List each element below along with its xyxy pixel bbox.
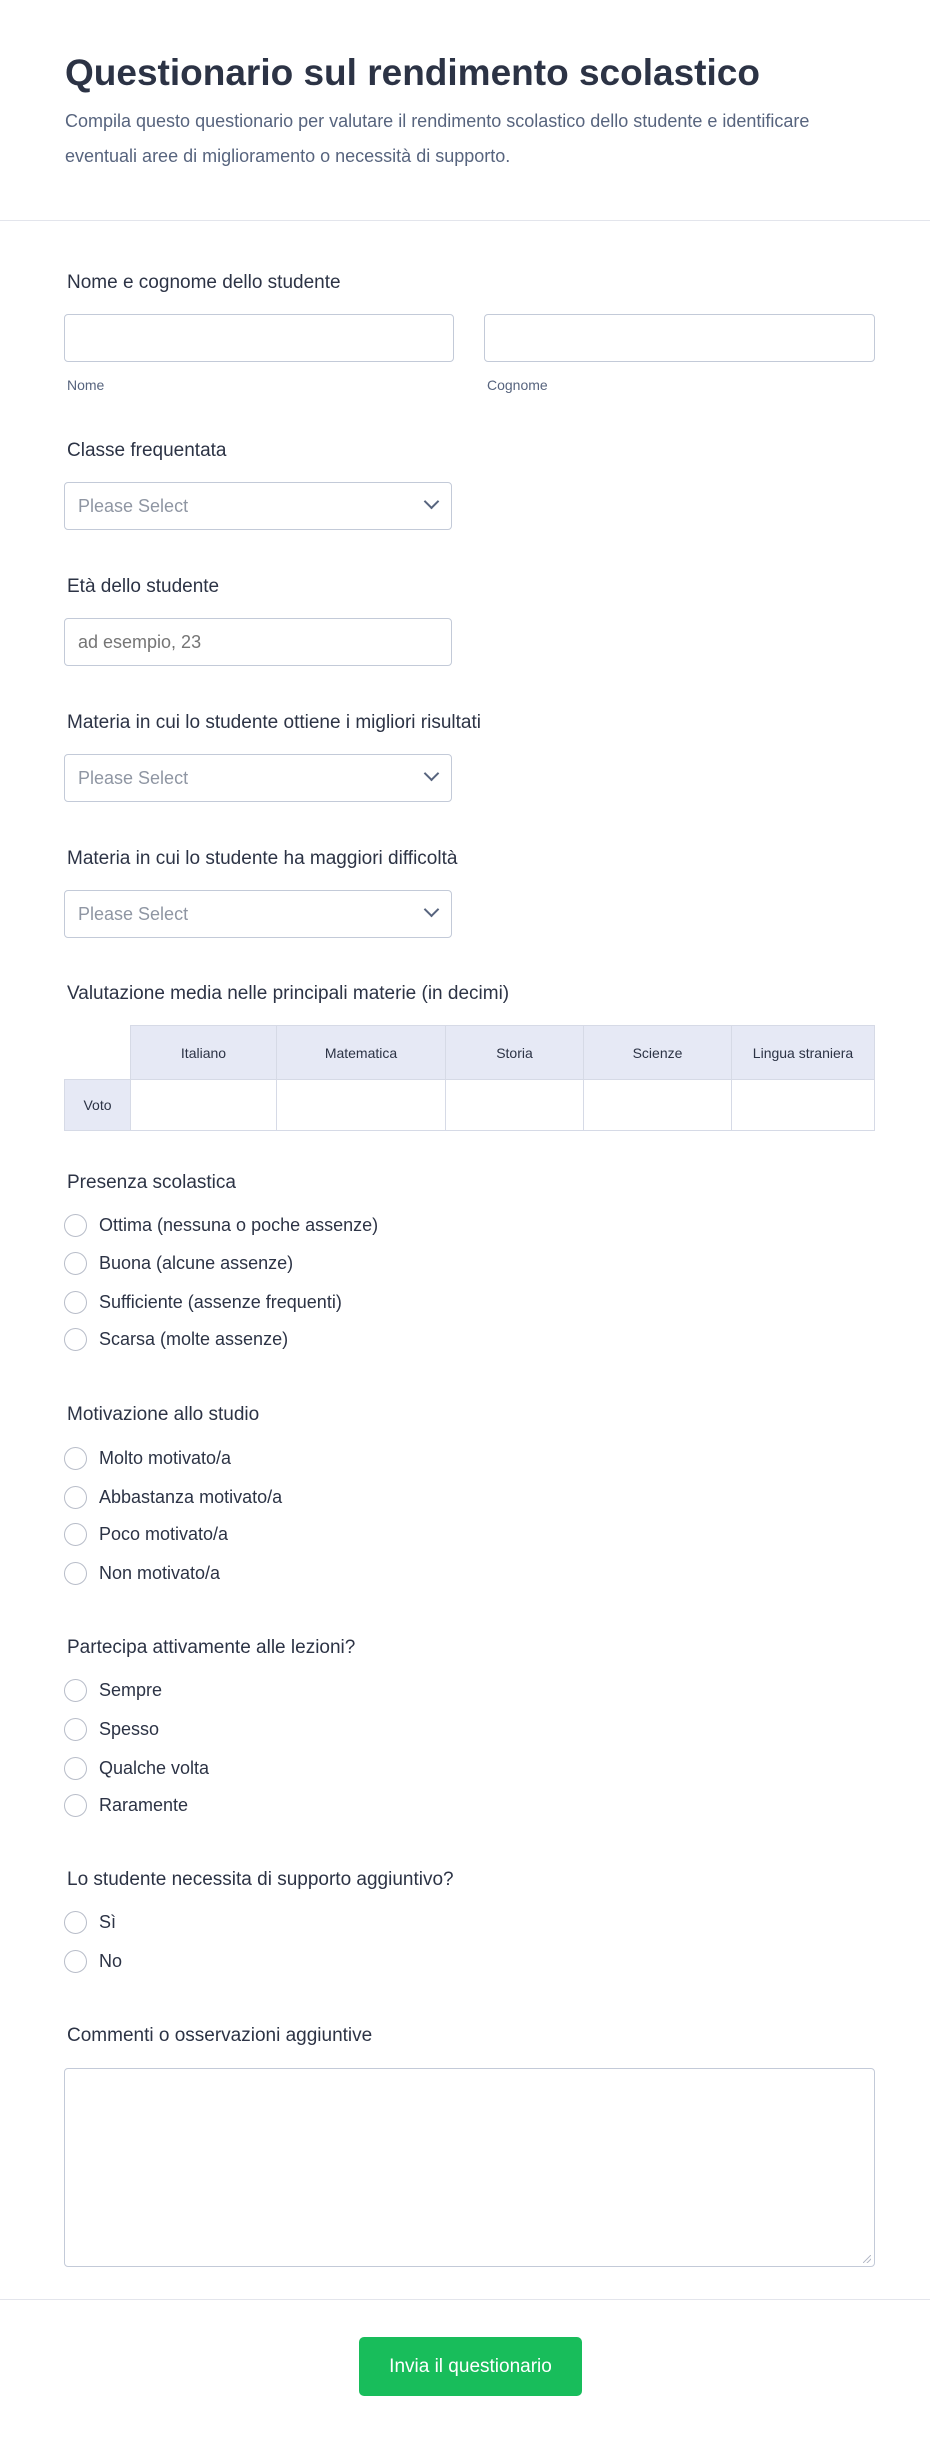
radio-circle-icon[interactable] [64, 1486, 87, 1509]
difficolta-select[interactable] [64, 890, 452, 938]
matrix-row-header: Voto [64, 1080, 131, 1131]
valutazione-label: Valutazione media nelle principali materie (in decimi) [67, 983, 510, 1004]
presenza-label: Presenza scolastica [67, 1172, 236, 1193]
difficolta-select-value: Please Select [78, 903, 189, 924]
radio-label: Scarsa (molte assenze) [99, 1329, 289, 1349]
radio-circle-icon[interactable] [64, 1291, 87, 1314]
radio-label: Spesso [99, 1719, 160, 1739]
matrix-cell-storia[interactable] [446, 1080, 584, 1131]
matrix-corner [64, 1025, 131, 1080]
classe-select[interactable] [64, 482, 452, 530]
first-name-sublabel: Nome [67, 377, 105, 393]
radio-label: Poco motivato/a [99, 1524, 229, 1544]
matrix-column-header: Lingua straniera [732, 1025, 875, 1080]
radio-option[interactable] [64, 1291, 342, 1314]
motivazione-label: Motivazione allo studio [67, 1404, 260, 1425]
valutazione-matrix [64, 1025, 875, 1131]
matrix-column-header: Matematica [277, 1025, 446, 1080]
migliori-select[interactable] [64, 754, 452, 802]
commenti-textarea[interactable] [64, 2068, 875, 2267]
matrix-cell-scienze[interactable] [584, 1080, 732, 1131]
radio-circle-icon[interactable] [64, 1562, 87, 1585]
radio-option[interactable] [64, 1328, 288, 1351]
commenti-label: Commenti o osservazioni aggiuntive [67, 2025, 373, 2046]
matrix-column-header: Italiano [131, 1025, 277, 1080]
matrix-cell-italiano[interactable] [131, 1080, 277, 1131]
matrix-column-header: Scienze [584, 1025, 732, 1080]
footer-divider [0, 2299, 930, 2300]
radio-circle-icon[interactable] [64, 1757, 87, 1780]
radio-option[interactable] [64, 1679, 162, 1702]
migliori-select-value: Please Select [78, 767, 189, 788]
submit-button[interactable]: Invia il questionario [359, 2337, 582, 2396]
radio-circle-icon[interactable] [64, 1252, 87, 1275]
radio-option[interactable] [64, 1794, 188, 1817]
radio-option[interactable] [64, 1447, 231, 1470]
radio-label: Sempre [99, 1680, 163, 1700]
radio-circle-icon[interactable] [64, 1328, 87, 1351]
radio-option[interactable] [64, 1757, 209, 1780]
radio-circle-icon[interactable] [64, 1794, 87, 1817]
radio-label: Non motivato/a [99, 1563, 221, 1583]
radio-option[interactable] [64, 1486, 282, 1509]
radio-option[interactable] [64, 1562, 220, 1585]
matrix-cell-matematica[interactable] [277, 1080, 446, 1131]
partecipa-label: Partecipa attivamente alle lezioni? [67, 1637, 356, 1658]
difficolta-label: Materia in cui lo studente ha maggiori difficoltà [67, 848, 458, 869]
radio-circle-icon[interactable] [64, 1911, 87, 1934]
classe-label: Classe frequentata [67, 440, 227, 461]
radio-label: Molto motivato/a [99, 1448, 232, 1468]
radio-circle-icon[interactable] [64, 1214, 87, 1237]
chevron-down-icon [424, 766, 440, 782]
matrix-column-header: Storia [446, 1025, 584, 1080]
radio-option[interactable] [64, 1950, 122, 1973]
radio-option[interactable] [64, 1252, 293, 1275]
page-title: Questionario sul rendimento scolastico [65, 52, 760, 93]
radio-label: Raramente [99, 1795, 189, 1815]
eta-label: Età dello studente [67, 576, 220, 597]
eta-input[interactable] [64, 618, 452, 666]
resize-handle-icon[interactable] [863, 2255, 871, 2263]
header-divider [0, 220, 930, 221]
chevron-down-icon [424, 902, 440, 918]
radio-label: Sufficiente (assenze frequenti) [99, 1292, 342, 1312]
radio-circle-icon[interactable] [64, 1679, 87, 1702]
page-subtitle: Compila questo questionario per valutare il rendimento scolastico dello studente e identificare eventuali aree di miglioramento o necessità di supporto. [65, 111, 810, 166]
radio-circle-icon[interactable] [64, 1718, 87, 1741]
radio-option[interactable] [64, 1214, 378, 1237]
radio-label: Ottima (nessuna o poche assenze) [99, 1215, 379, 1235]
radio-label: Abbastanza motivato/a [99, 1487, 283, 1507]
radio-label: Buona (alcune assenze) [99, 1253, 294, 1273]
last-name-input[interactable] [484, 314, 875, 362]
radio-label: No [99, 1951, 123, 1971]
radio-circle-icon[interactable] [64, 1950, 87, 1973]
radio-label: Sì [99, 1912, 117, 1932]
migliori-label: Materia in cui lo studente ottiene i migliori risultati [67, 712, 481, 733]
radio-option[interactable] [64, 1911, 116, 1934]
classe-select-value: Please Select [78, 495, 189, 516]
first-name-input[interactable] [64, 314, 454, 362]
radio-circle-icon[interactable] [64, 1523, 87, 1546]
student-name-label: Nome e cognome dello studente [67, 272, 341, 293]
last-name-sublabel: Cognome [487, 377, 548, 393]
matrix-cell-lingua-straniera[interactable] [732, 1080, 875, 1131]
radio-label: Qualche volta [99, 1758, 210, 1778]
radio-option[interactable] [64, 1523, 228, 1546]
supporto-label: Lo studente necessita di supporto aggiuntivo? [67, 1869, 454, 1890]
radio-option[interactable] [64, 1718, 159, 1741]
chevron-down-icon [424, 494, 440, 510]
radio-circle-icon[interactable] [64, 1447, 87, 1470]
